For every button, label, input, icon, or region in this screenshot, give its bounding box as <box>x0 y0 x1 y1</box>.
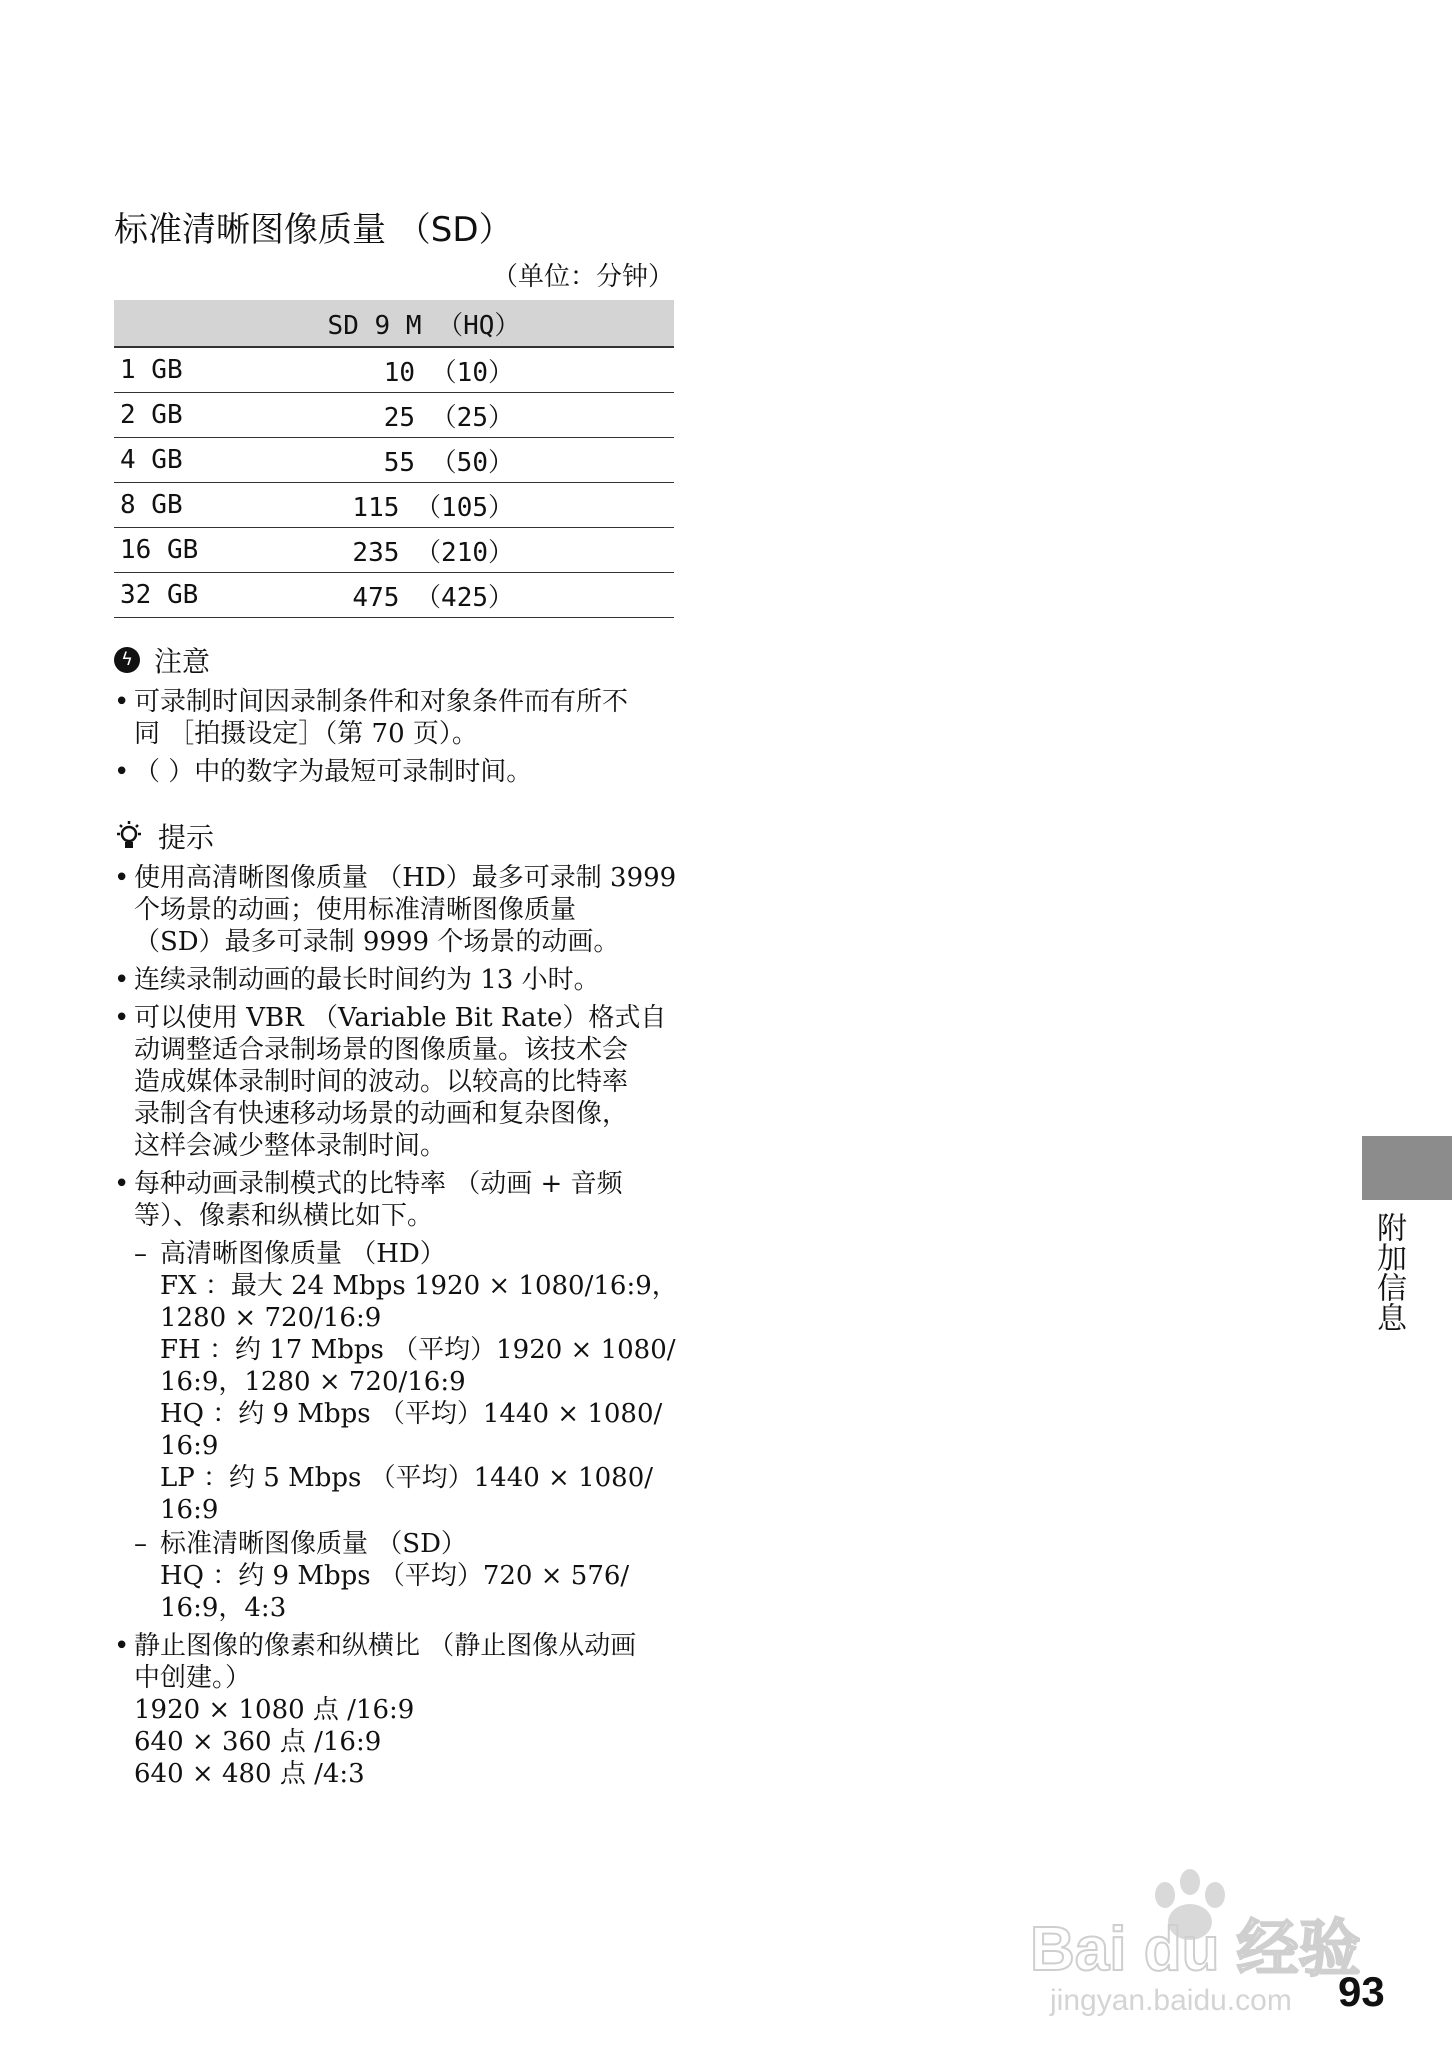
list-item: • 使用高清晰图像质量 （HD）最多可录制 3999 个场景的动画；使用标准清晰图像质量 （SD）最多可录制 9999 个场景的动画。 <box>114 862 684 958</box>
table-row <box>114 438 674 483</box>
page-number: 93 <box>1338 1968 1385 2015</box>
chapter-label: 附加信息 <box>1371 1212 1406 1332</box>
chapter-tab <box>1362 1136 1452 1200</box>
table-row <box>114 347 674 393</box>
tips-heading-label: 提示 <box>158 821 215 854</box>
table-row <box>114 393 674 438</box>
lightbulb-icon <box>114 820 144 852</box>
recording-minutes: 25 （25） <box>300 393 674 438</box>
unit-label: （单位：分钟） <box>491 262 674 292</box>
media-size: 8 GB <box>114 483 300 528</box>
media-size: 4 GB <box>114 438 300 483</box>
list-item: • 可录制时间因录制条件和对象条件而有所不 同 ［拍摄设定］（第 70 页）。 <box>114 686 684 750</box>
caution-heading-label: 注意 <box>154 645 211 678</box>
recording-minutes: 115 （105） <box>300 483 674 528</box>
still-image-sizes: 1920 × 1080 点 /16:9 640 × 360 点 /16:9 640 × 480 点 /4:3 <box>134 1695 415 1789</box>
hd-bitrate-list: – 高清晰图像质量 （HD） FX ：最大 24 Mbps 1920 × 1080/16:9， 1280 × 720/16:9 FH ：约 17 Mbps （平均）1920 × 1080/ 16:9，1280 × 720/16:9 HQ ：约 9 Mbps （平均）1440 × 1080/ 16:9 LP ：约 5 Mbps （平均）1440 × 1080/ 16:9 <box>114 1238 684 1526</box>
list-item: • 静止图像的像素和纵横比 （静止图像从动画 中创建。） <box>114 1630 684 1694</box>
tips-heading <box>114 816 214 856</box>
list-item: • （ ）中的数字为最短可录制时间。 <box>114 756 684 788</box>
recording-minutes: 235 （210） <box>300 528 674 573</box>
recording-minutes: 55 （50） <box>300 438 674 483</box>
list-item: • 可以使用 VBR （Variable Bit Rate）格式自 动调整适合录制场景的图像质量。该技术会 造成媒体录制时间的波动。以较高的比特率 录制含有快速移动场景的动画和复杂图像， 这样会减少整体录制时间。 <box>114 1002 684 1162</box>
table-row <box>114 528 674 573</box>
watermark-text: Bai du 经验 <box>1030 1915 1360 1984</box>
media-size: 16 GB <box>114 528 300 573</box>
section-title: 标准清晰图像质量 （SD） <box>114 210 513 250</box>
media-size: 1 GB <box>114 347 300 393</box>
caution-list <box>114 686 684 794</box>
list-item: • 每种动画录制模式的比特率 （动画 + 音频 等）、像素和纵横比如下。 <box>114 1168 684 1232</box>
list-item: • 连续录制动画的最长时间约为 13 小时。 <box>114 964 684 996</box>
table-header-row <box>114 300 674 347</box>
tips-list <box>114 862 684 1790</box>
table-header: SD 9 M （HQ） <box>114 300 674 347</box>
recording-time-table <box>114 300 674 618</box>
media-size: 32 GB <box>114 573 300 618</box>
sd-bitrate-list: – 标准清晰图像质量 （SD） HQ ：约 9 Mbps （平均）720 × 576/ 16:9，4:3 <box>114 1528 684 1624</box>
table-row <box>114 483 674 528</box>
recording-minutes: 475 （425） <box>300 573 674 618</box>
caution-icon: ϟ <box>114 647 140 673</box>
recording-minutes: 10 （10） <box>300 347 674 393</box>
table-row <box>114 573 674 618</box>
baidu-watermark <box>1020 1860 1360 2020</box>
media-size: 2 GB <box>114 393 300 438</box>
caution-heading <box>114 640 210 680</box>
watermark-url: jingyan.baidu.com <box>1050 1984 1292 2017</box>
